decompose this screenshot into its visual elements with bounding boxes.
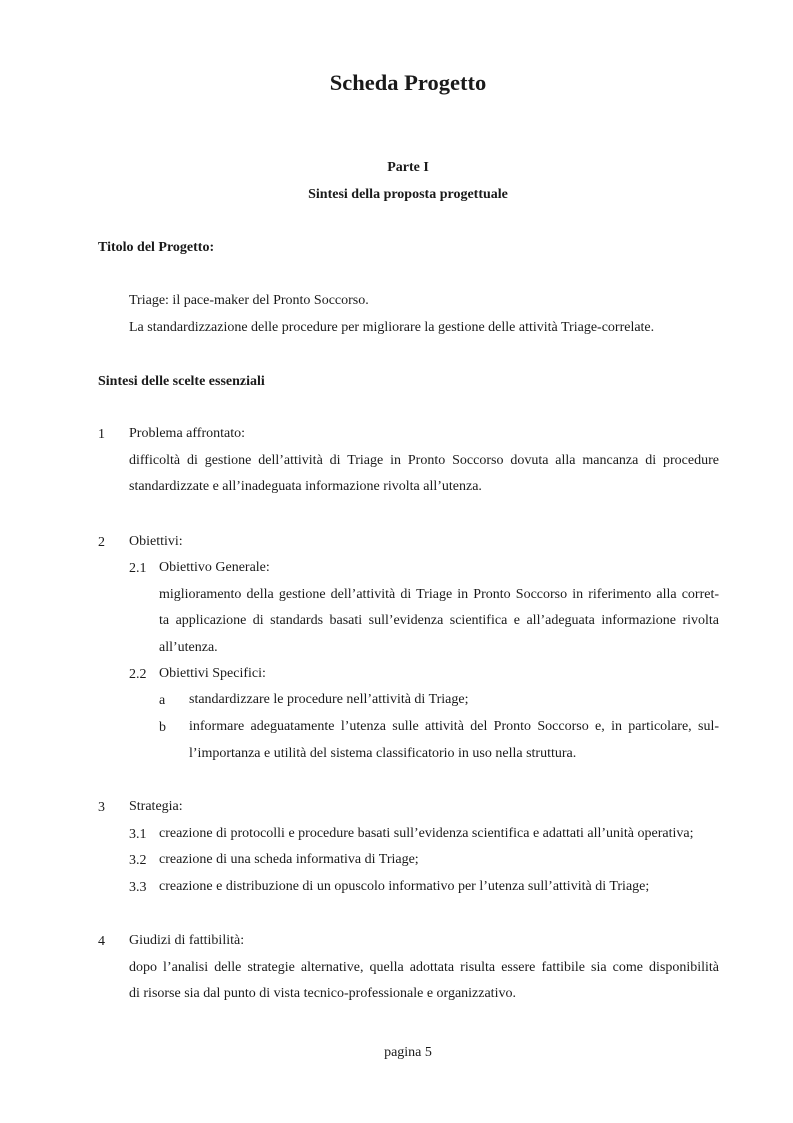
section-label: Problema affrontato: bbox=[129, 426, 245, 441]
strategy-item-text: creazione e distribuzione di un opuscolo informativo per l’utenza sull’attività di Triage; bbox=[159, 879, 650, 894]
section-label: Obiettivi: bbox=[129, 534, 183, 549]
list-item bbox=[189, 687, 719, 714]
strategy-item-text: creazione di una scheda informativa di Triage; bbox=[159, 852, 419, 867]
paragraph-line: all’utenza. bbox=[159, 639, 218, 655]
section-feasibility bbox=[129, 928, 719, 1008]
section-number: 1 bbox=[98, 427, 105, 442]
essential-choices-heading: Sintesi delle scelte essenziali bbox=[98, 374, 265, 389]
part-heading: Parte I bbox=[387, 160, 429, 175]
section-number: 4 bbox=[98, 934, 105, 949]
project-title-text bbox=[129, 288, 719, 341]
paragraph-line: standardizzate e all’inadeguata informazione rivolta all’utenza. bbox=[129, 479, 482, 494]
list-item-text: l’importanza e utilità del sistema classificatorio in uso nella struttura. bbox=[189, 745, 577, 761]
strategy-item bbox=[159, 821, 719, 848]
section-number: 3 bbox=[98, 800, 105, 815]
paragraph-line: difficoltà di gestione dell’attività di Triage in Pronto Soccorso dovuta alla mancanza di procedure bbox=[129, 452, 719, 468]
subsection-number: 3.2 bbox=[129, 853, 147, 868]
summary-heading: Sintesi della proposta progettuale bbox=[308, 187, 508, 202]
section-number: 2 bbox=[98, 535, 105, 550]
section-label: Giudizi di fattibilità: bbox=[129, 933, 245, 948]
specific-objectives bbox=[159, 661, 719, 688]
strategy-item bbox=[159, 847, 719, 874]
general-objective bbox=[159, 555, 719, 661]
strategy-item-text: creazione di protocolli e procedure basati sull’evidenza scientifica e adattati all’unità operativa; bbox=[159, 826, 694, 841]
list-item-text: standardizzare le procedure nell’attività di Triage; bbox=[189, 692, 469, 707]
list-letter: a bbox=[159, 693, 166, 708]
project-title-label: Titolo del Progetto: bbox=[98, 240, 215, 255]
list-item-text: informare adeguatamente l’utenza sulle attività del Pronto Soccorso e, in particolare, sul- bbox=[189, 719, 719, 734]
project-title-line: La standardizzazione delle procedure per migliorare la gestione delle attività Triage-correlate. bbox=[129, 319, 655, 335]
section-problem bbox=[129, 421, 719, 501]
subsection-label: Obiettivo Generale: bbox=[159, 560, 270, 575]
subsection-number: 3.3 bbox=[129, 880, 147, 895]
section-label: Strategia: bbox=[129, 799, 183, 814]
list-item bbox=[189, 714, 719, 767]
page-title: Scheda Progetto bbox=[329, 70, 487, 95]
section-objectives bbox=[129, 529, 719, 556]
subsection-number: 3.1 bbox=[129, 827, 147, 842]
strategy-item bbox=[159, 874, 719, 901]
paragraph-line: di risorse sia dal punto di vista tecnico-professionale e organizzativo. bbox=[129, 986, 516, 1001]
section-strategy bbox=[129, 794, 719, 821]
list-letter: b bbox=[159, 720, 166, 735]
subsection-label: Obiettivi Specifici: bbox=[159, 666, 266, 681]
paragraph-line: dopo l’analisi delle strategie alternative, quella adottata risulta essere fattibile sia come disponibilità bbox=[129, 959, 719, 975]
paragraph-line: miglioramento della gestione dell’attività di Triage in Pronto Soccorso in riferimento alla corret- bbox=[159, 586, 719, 602]
project-title-line: Triage: il pace-maker del Pronto Soccorso. bbox=[129, 293, 369, 308]
subsection-number: 2.1 bbox=[129, 561, 147, 576]
paragraph-line: ta applicazione di standards basati sull’evidenza scientifica e all’adeguata informazione rivolta bbox=[159, 613, 719, 628]
page-number: pagina 5 bbox=[384, 1045, 432, 1060]
subsection-number: 2.2 bbox=[129, 667, 147, 682]
